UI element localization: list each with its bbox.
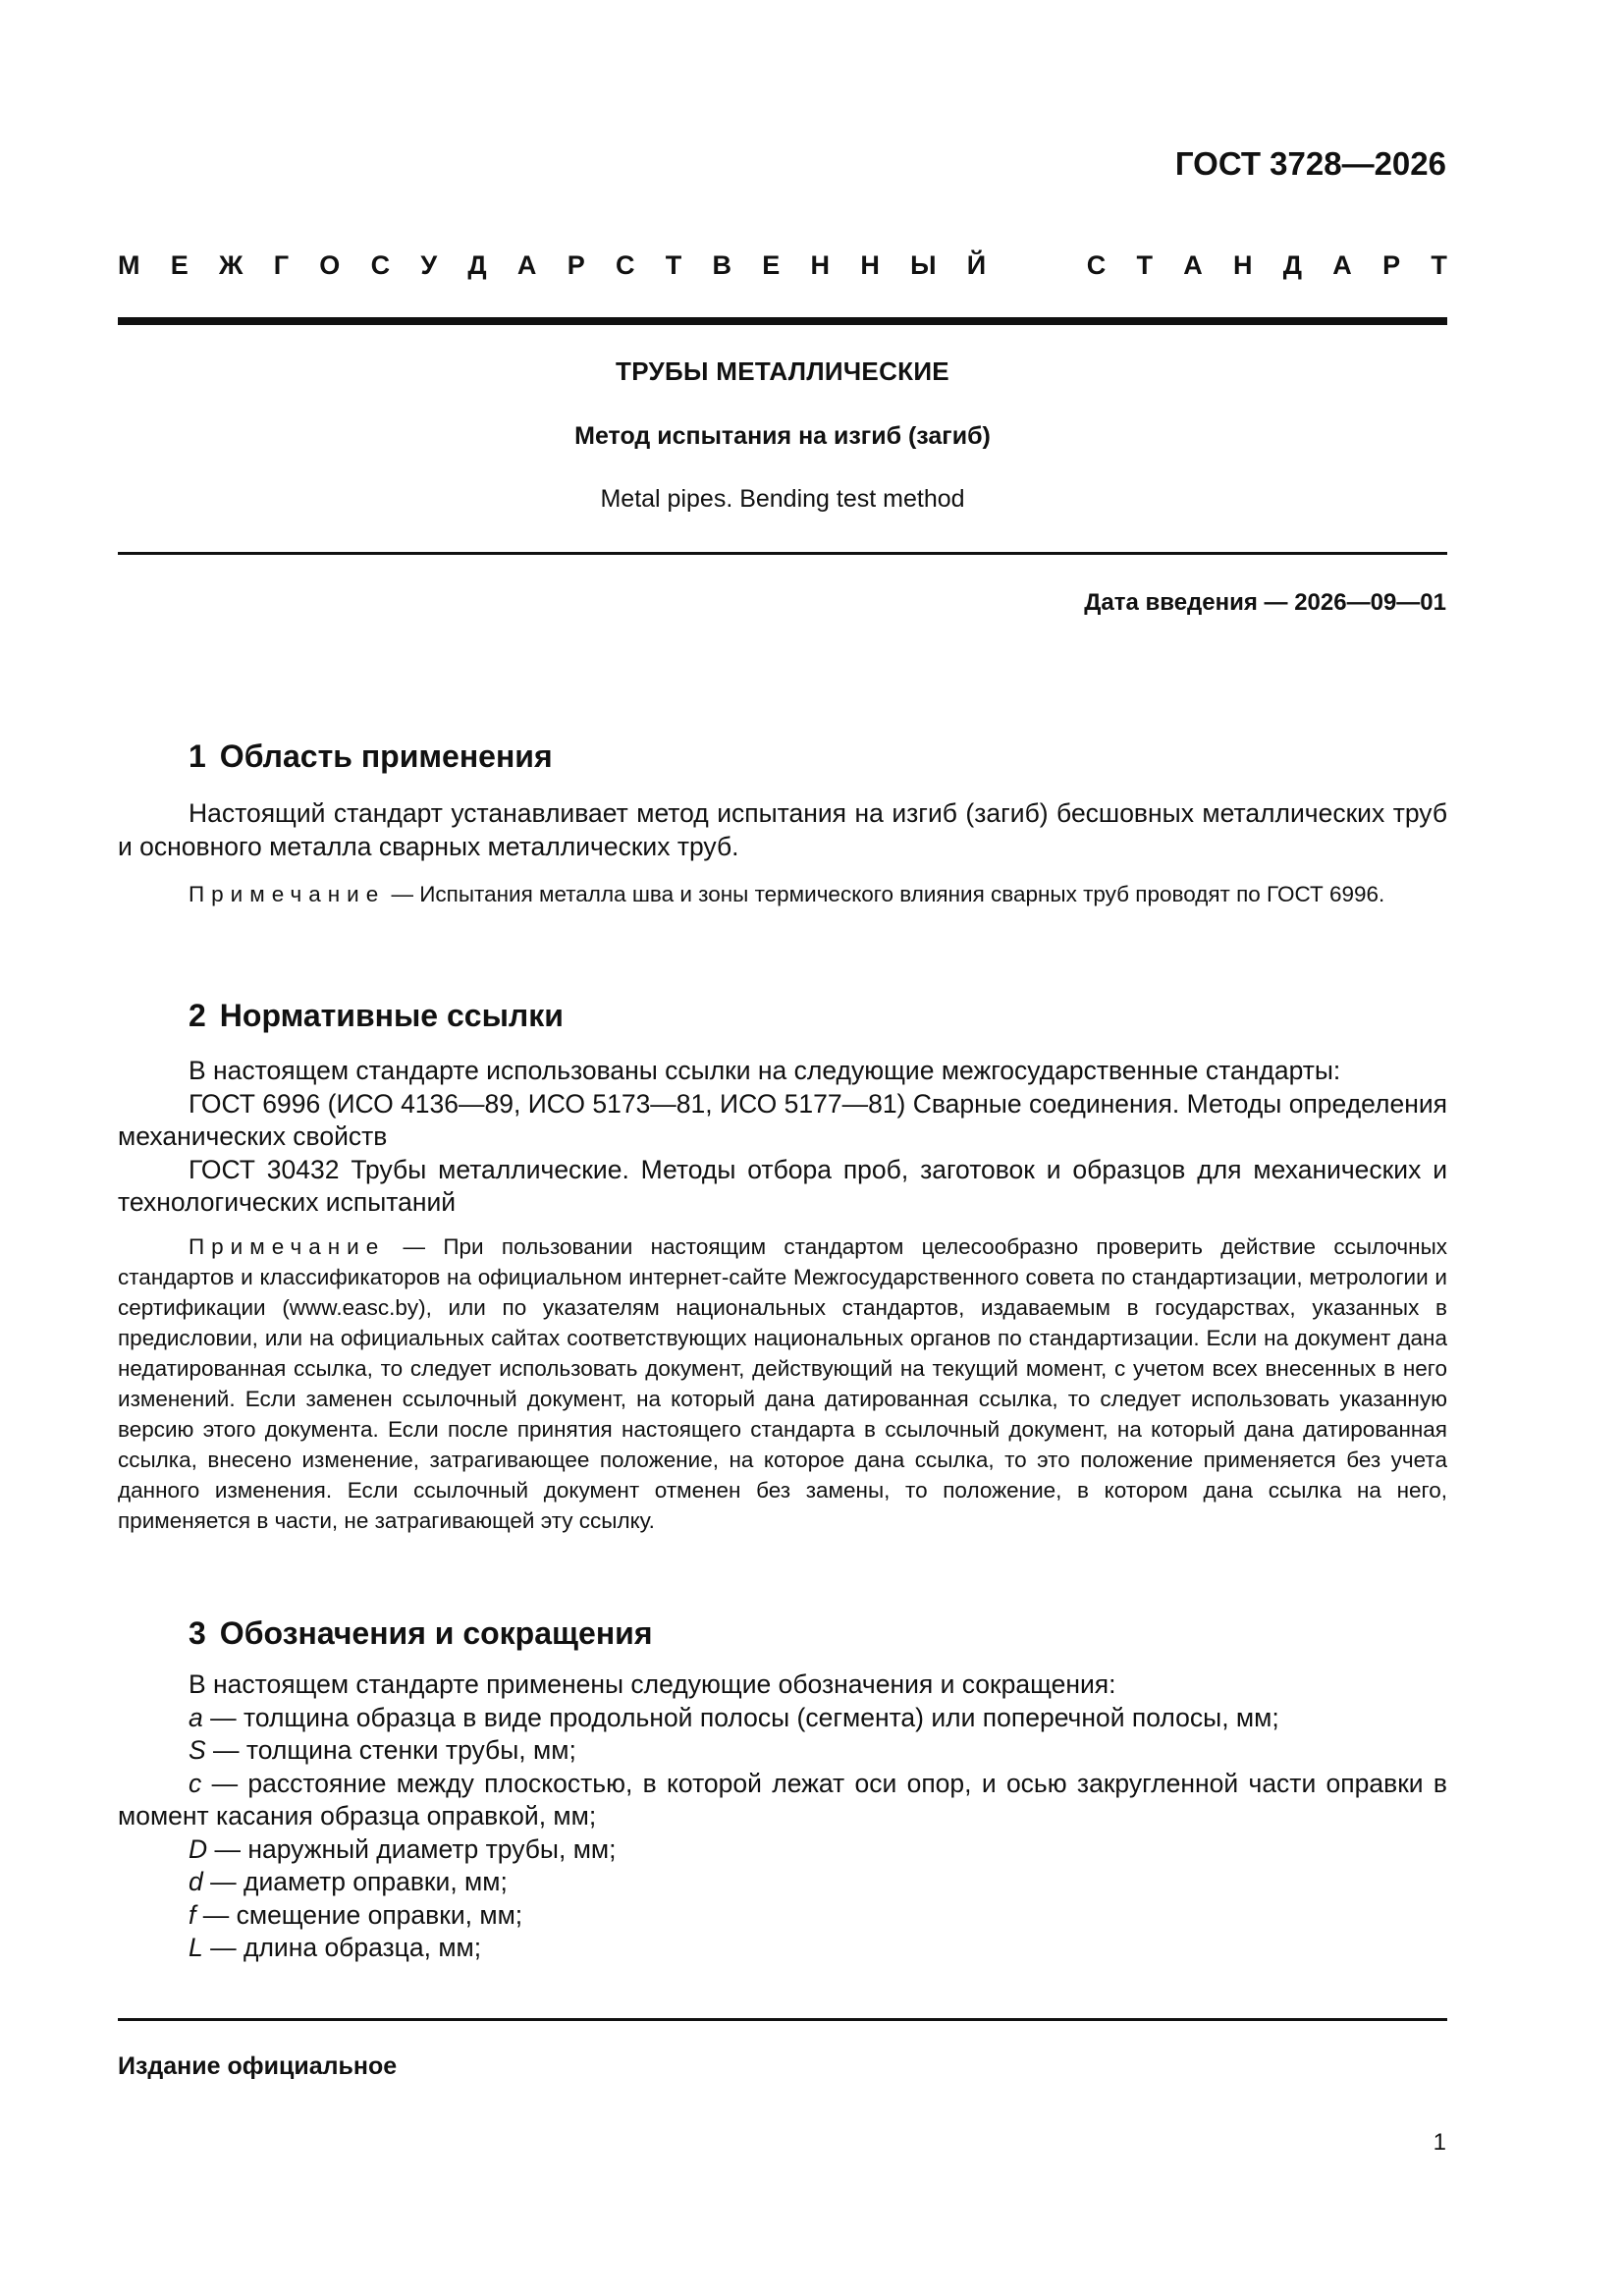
- kind-letter: Р: [1382, 250, 1401, 280]
- symbol-item: [118, 1768, 1447, 1833]
- scope-paragraph: Настоящий стандарт устанавливает метод испытания на изгиб (загиб) бесшовных металлических труб и основного металла сварных металлических труб.: [118, 798, 1447, 861]
- kind-letter: Ж: [219, 250, 243, 280]
- reference-item: ГОСТ 30432 Трубы металлические. Методы отбора проб, заготовок и образцов для механических и технологических испытаний: [118, 1154, 1447, 1217]
- header-divider: [118, 317, 1447, 325]
- kind-letter: Е: [762, 250, 781, 280]
- section-scope: [118, 737, 1447, 909]
- symbol-definition: — смещение оправки, мм;: [195, 1899, 523, 1930]
- symbol-definition: — расстояние между плоскостью, в которой лежат оси опор, и осью закругленной части оправки в момент касания образца оправкой, мм;: [118, 1768, 1447, 1831]
- title-divider: [118, 552, 1447, 555]
- symbol-item: [118, 1734, 1447, 1768]
- effective-date: Дата введения — 2026—09—01: [1084, 589, 1446, 616]
- symbol: S: [189, 1735, 206, 1765]
- kind-letter: Н: [860, 250, 880, 280]
- kind-letter: В: [712, 250, 731, 280]
- kind-letter: Е: [170, 250, 189, 280]
- note: [118, 1231, 1447, 1536]
- symbol: L: [189, 1933, 203, 1962]
- symbol-item: [118, 1866, 1447, 1899]
- kind-letter: С: [1086, 250, 1107, 280]
- section-heading: [118, 1613, 1447, 1653]
- footer-divider: [118, 2018, 1447, 2021]
- kind-letter: А: [516, 250, 537, 280]
- section-heading: [118, 737, 1447, 776]
- references-intro: В настоящем стандарте использованы ссылки на следующие межгосударственные стандарты:: [189, 1056, 1341, 1085]
- subtitle-russian: Метод испытания на изгиб (загиб): [574, 422, 991, 450]
- kind-letter: Т: [665, 250, 682, 280]
- kind-word-gap: [1016, 250, 1055, 281]
- section-normative-references: [118, 996, 1447, 1536]
- symbols-intro: В настоящем стандарте применены следующие обозначения и сокращения:: [189, 1669, 1116, 1699]
- note-label: Примечание: [189, 882, 386, 906]
- note-text: — Испытания металла шва и зоны термического влияния сварных труб проводят по ГОСТ 6996.: [385, 882, 1385, 906]
- kind-letter: С: [370, 250, 391, 280]
- symbol-definition: — длина образца, мм;: [202, 1933, 482, 1962]
- kind-letter: Н: [1233, 250, 1253, 280]
- section-title: Область применения: [219, 738, 553, 774]
- symbol-item: [118, 1702, 1447, 1735]
- section-heading: [118, 996, 1447, 1035]
- kind-letter: Д: [1282, 250, 1303, 280]
- kind-letter: Д: [467, 250, 487, 280]
- symbol-definition: — диаметр оправки, мм;: [202, 1867, 508, 1896]
- symbol-item: [118, 1932, 1447, 1965]
- symbol-item: [118, 1833, 1447, 1867]
- note-label: Примечание: [189, 1233, 386, 1259]
- kind-letter: Т: [1136, 250, 1153, 280]
- symbol: f: [189, 1899, 196, 1930]
- section-number: 2: [189, 998, 206, 1033]
- symbol: D: [189, 1833, 208, 1864]
- page-number: 1: [1433, 2129, 1446, 2156]
- symbol: c: [189, 1768, 202, 1798]
- section-title: Обозначения и сокращения: [219, 1615, 653, 1651]
- title-russian: ТРУБЫ МЕТАЛЛИЧЕСКИЕ: [616, 356, 949, 386]
- symbol: a: [189, 1702, 203, 1732]
- kind-letter: У: [420, 250, 438, 280]
- kind-letter: Т: [1431, 250, 1447, 280]
- symbol-definition: — толщина образца в виде продольной полосы (сегмента) или поперечной полосы, мм;: [202, 1702, 1279, 1732]
- kind-letter: Г: [273, 250, 290, 280]
- standard-kind: [118, 250, 1447, 281]
- edition-label: Издание официальное: [118, 2052, 398, 2080]
- section-number: 1: [189, 738, 206, 774]
- symbol-item: [118, 1899, 1447, 1933]
- kind-letter: А: [1332, 250, 1352, 280]
- title-english: Metal pipes. Bending test method: [600, 485, 965, 513]
- standard-designation: ГОСТ 3728—2026: [1174, 145, 1446, 182]
- kind-letter: А: [1183, 250, 1203, 280]
- symbol: d: [189, 1867, 203, 1896]
- kind-letter: С: [615, 250, 635, 280]
- kind-letter: М: [118, 250, 140, 280]
- kind-letter: Ы: [910, 250, 937, 280]
- section-number: 3: [189, 1615, 206, 1651]
- symbol-definition: — наружный диаметр трубы, мм;: [207, 1833, 617, 1864]
- section-title: Нормативные ссылки: [219, 998, 564, 1033]
- kind-letter: Й: [966, 250, 987, 280]
- symbol-definition: — толщина стенки трубы, мм;: [205, 1735, 576, 1765]
- kind-letter: О: [319, 250, 341, 280]
- section-symbols: [118, 1613, 1447, 1965]
- kind-letter: Н: [810, 250, 831, 280]
- kind-letter: Р: [567, 250, 585, 280]
- note: [118, 879, 1447, 909]
- note-text: — При пользовании настоящим стандартом целесообразно проверить действие ссылочных стандартов и классификаторов на официальном интернет-сайте Межгосударственного совета по стандартизации, метрологии и сертификации (www.easc.by), или по указателям национальных стандартов, издаваемым в государствах, указанных в предисловии, или на официальных сайтах соответствующих национальных органов по стандартизации. Если на документ дана недатированная ссылка, то следует использовать документ, действующий на текущий момент, с учетом всех внесенных в него изменений. Если заменен ссылочный документ, на который дана датированная ссылка, то следует использовать указанную версию этого документа. Если после принятия настоящего стандарта в ссылочный документ, на который дана датированная ссылка, внесено изменение, затрагивающее положение, на которое дана ссылка, то это положение применяется без учета данного изменения. Если ссылочный документ отменен без замены, то положение, в котором дана ссылка на него, применяется в части, не затрагивающей эту ссылку.: [118, 1233, 1447, 1533]
- reference-item: ГОСТ 6996 (ИСО 4136—89, ИСО 5173—81, ИСО 5177—81) Сварные соединения. Методы определения механических свойств: [118, 1088, 1447, 1151]
